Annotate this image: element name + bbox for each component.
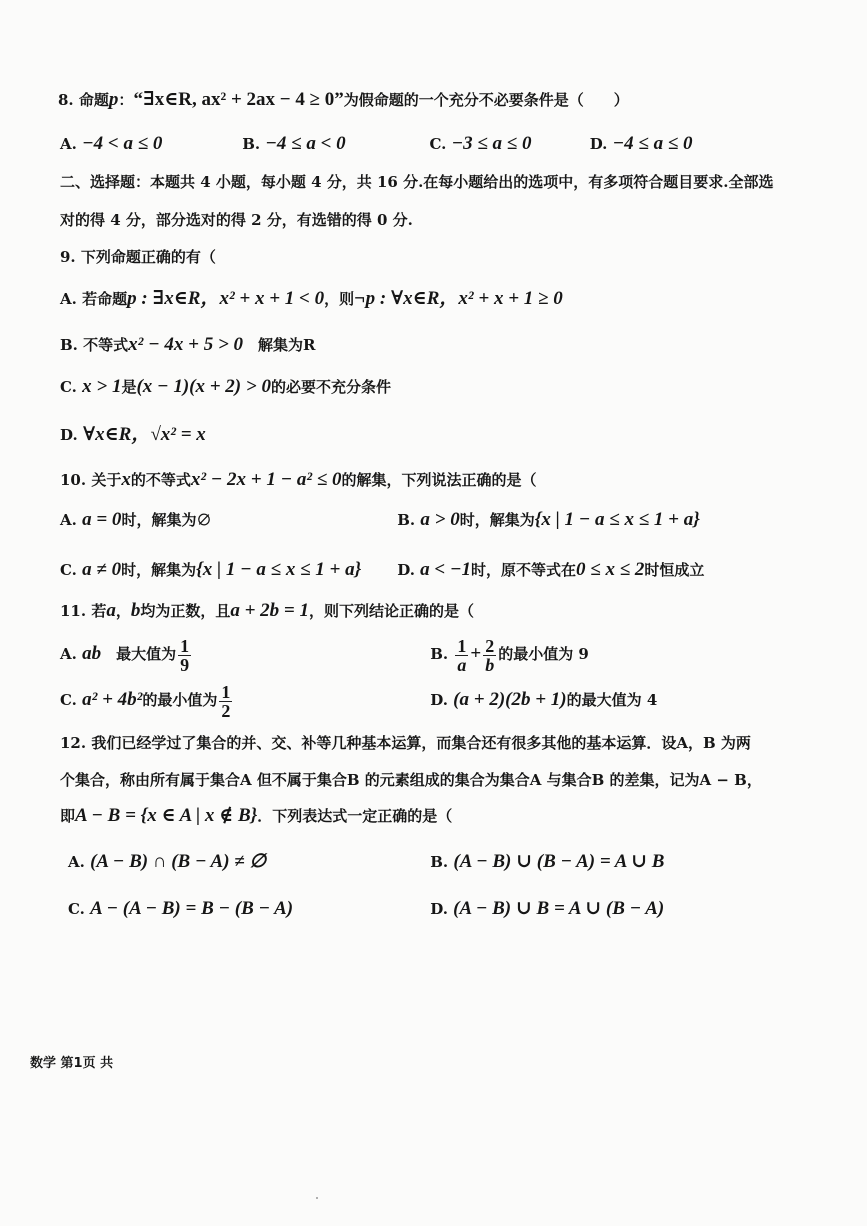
q12-line3: 即A − B = {x ∈ A | x ∉ B}．下列表达式一定正确的是（: [60, 805, 453, 826]
q12-line1: 12. 我们已经学过了集合的并、交、补等几种基本运算，而集合还有很多其他的基本运算．设A，B 为两: [60, 734, 751, 752]
q12-option-c: C. A − (A − B) = B − (B − A): [68, 898, 294, 919]
q11-b-fraction-1: $\frac{1}{a}$: [457, 635, 467, 675]
q8-math: “∃x∈R, ax² + 2ax − 4 ≥ 0”: [133, 89, 344, 110]
q8-stem: [58, 90, 629, 110]
q8-text-c: 为假命题的一个充分不必要条件是（ ）: [343, 91, 629, 109]
q12-options-row1: [68, 852, 664, 872]
q8-p: p: [108, 89, 119, 110]
q9-option-d: D. ∀x∈R，√x² = x: [60, 424, 206, 445]
section2-line2: 对的得 4 分，部分选对的得 2 分，有选错的得 0 分.: [60, 211, 413, 229]
q8-text-a: 命题: [78, 91, 109, 109]
q10-option-b: B. a > 0时，解集为{x | 1 − a ≤ x ≤ 1 + a}: [397, 509, 700, 530]
q8-number: 8.: [58, 91, 74, 109]
q8-option-a: A. −4 < a ≤ 0: [60, 133, 163, 154]
q10-option-d: D. a < −1时，原不等式在0 ≤ x ≤ 2时恒成立: [397, 559, 705, 580]
q11-options-row2: [60, 682, 657, 720]
q12-option-b: B. (A − B) ∪ (B − A) = A ∪ B: [430, 851, 665, 872]
q9-stem: 9. 下列命题正确的有（: [60, 248, 216, 266]
page-footer: 数学 第1页 共: [30, 1056, 114, 1071]
q8-option-c: C. −3 ≤ a ≤ 0: [429, 133, 532, 154]
q11-stem: 11. 若a，b均为正数，且a + 2b = 1，则下列结论正确的是（: [60, 600, 475, 621]
q9-option-a: A. 若命题p : ∃x∈R，x² + x + 1 < 0，则¬p : ∀x∈R，x² + x + 1 ≥ 0: [60, 288, 563, 309]
q10-option-a: A. a = 0时，解集为∅: [60, 509, 212, 530]
q10-options-row2: [60, 560, 704, 580]
q11-b-fraction-2: $\frac{2}{b}$: [485, 635, 495, 675]
scan-speck: [316, 1197, 318, 1199]
q12-options-row2: [68, 899, 664, 919]
q11-option-c: C. a² + 4b²的最小值为 $\frac{1}{2}$: [60, 681, 231, 721]
q10-options-row1: [60, 510, 700, 530]
q11-c-fraction: $\frac{1}{2}$: [221, 681, 231, 721]
q11-option-b: B. $\frac{1}{a}$ + $\frac{2}{b}$ 的最小值为 9: [430, 635, 589, 675]
q12-line2: 个集合，称由所有属于集合A 但不属于集合B 的元素组成的集合为集合A 与集合B 的差集，记为A − B，: [60, 771, 762, 789]
q8-option-b: B. −4 ≤ a < 0: [242, 133, 346, 154]
q10-stem: 10. 关于x的不等式x² − 2x + 1 − a² ≤ 0的解集，下列说法正确的是（: [60, 469, 537, 490]
q8-text-b: ：: [118, 91, 134, 109]
q11-options-row1: [60, 634, 589, 674]
q12-option-a: A. (A − B) ∩ (B − A) ≠ ∅: [68, 851, 267, 872]
section2-line1: 二、选择题：本题共 4 小题，每小题 4 分，共 16 分.在每小题给出的选项中，有多项符合题目要求.全部选: [60, 173, 774, 191]
q11-option-d: D. (a + 2)(2b + 1)的最大值为 4: [430, 689, 658, 710]
q11-a-fraction: $\frac{1}{9}$: [180, 635, 190, 675]
q8-options: [60, 134, 693, 154]
q12-option-d: D. (A − B) ∪ B = A ∪ (B − A): [430, 898, 665, 919]
q9-option-c: C. x > 1是(x − 1)(x + 2) > 0的必要不充分条件: [60, 376, 391, 397]
q11-option-a: A. ab 最大值为 $\frac{1}{9}$: [60, 635, 190, 675]
q8-option-d: D. −4 ≤ a ≤ 0: [589, 133, 693, 154]
q9-option-b: B. 不等式x² − 4x + 5 > 0 解集为R: [60, 334, 316, 355]
q10-option-c: C. a ≠ 0时，解集为{x | 1 − a ≤ x ≤ 1 + a}: [60, 559, 362, 580]
